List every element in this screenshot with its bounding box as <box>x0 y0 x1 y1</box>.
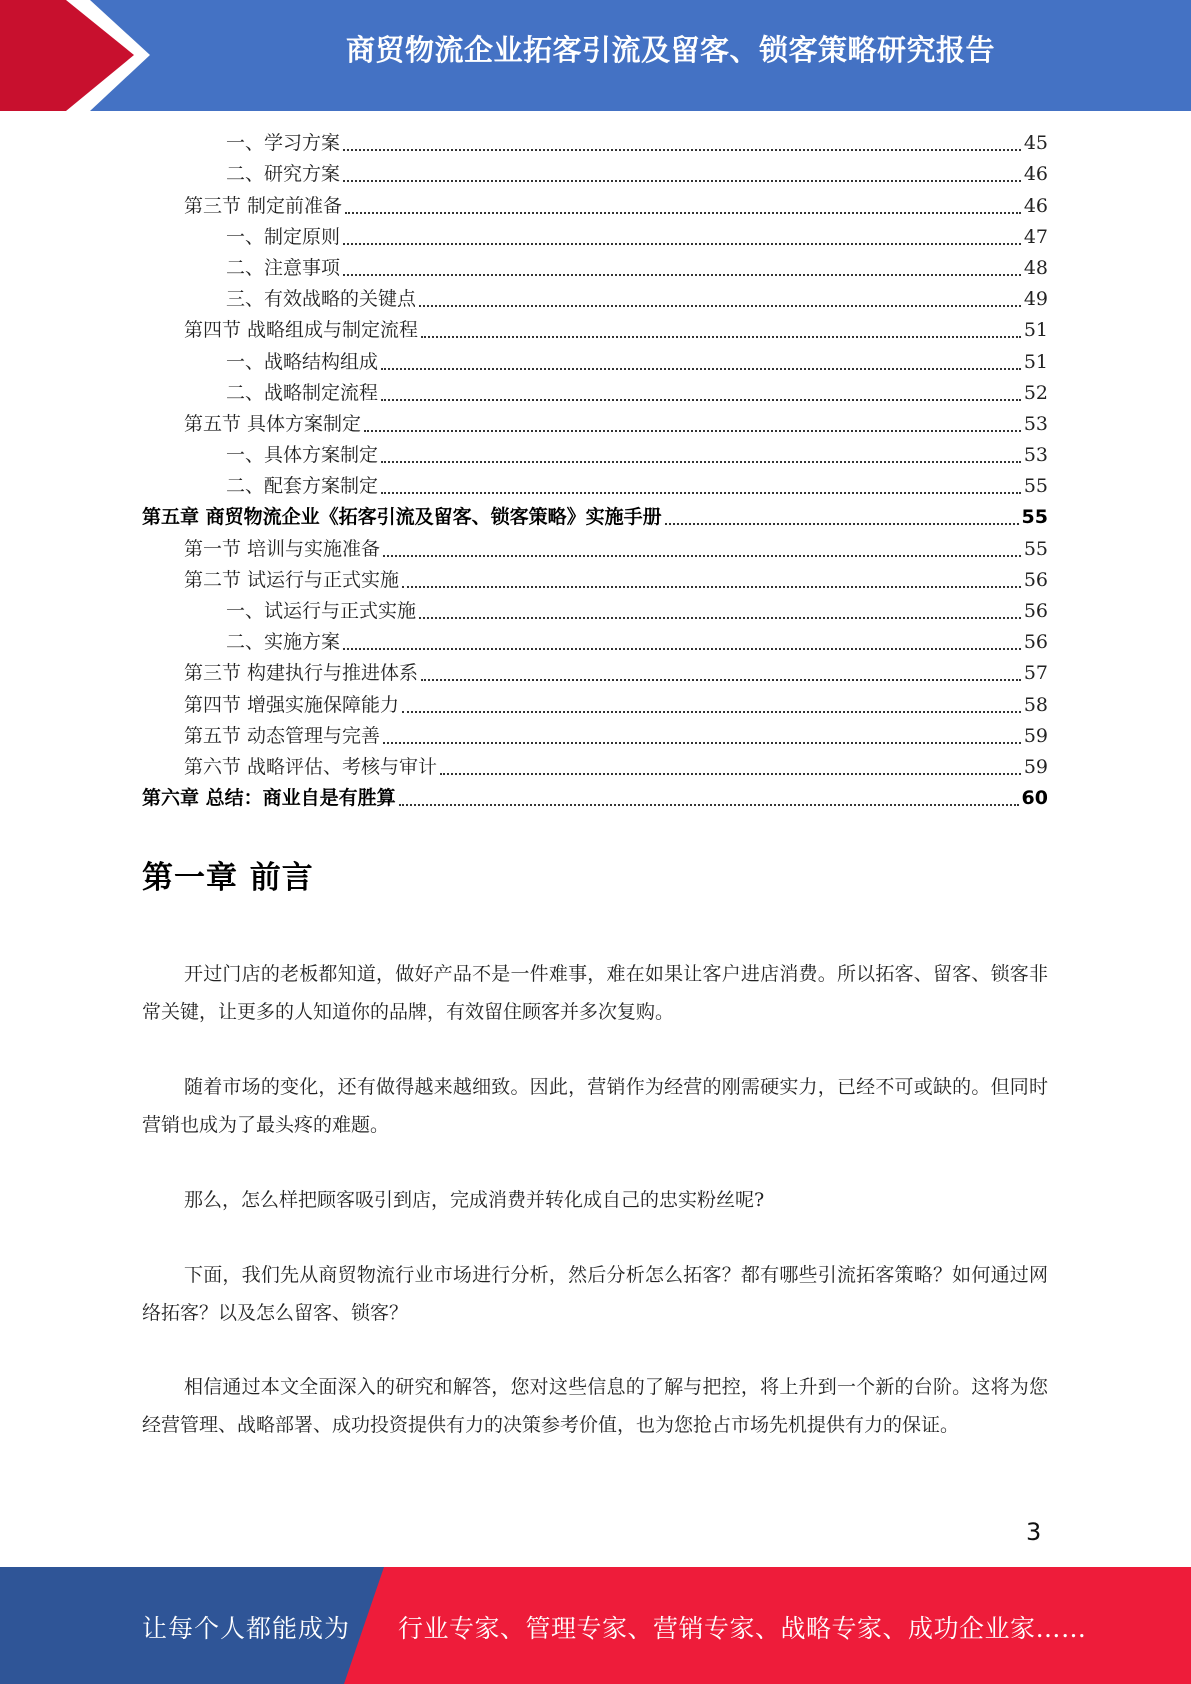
toc-entry-page: 51 <box>1023 319 1048 342</box>
toc-entry-page: 49 <box>1023 288 1048 311</box>
toc-entry[interactable] <box>142 533 1048 564</box>
toc-entry-title: 二、配套方案制定 <box>226 475 379 498</box>
toc-entry[interactable] <box>142 471 1048 502</box>
toc-entry-page: 58 <box>1023 693 1048 716</box>
toc-entry[interactable] <box>142 190 1048 221</box>
paragraph: 相信通过本文全面深入的研究和解答，您对这些信息的了解与把控，将上升到一个新的台阶。这将为您经营管理、战略部署、成功投资提供有力的决策参考价值，也为您抢占市场先机提供有力的保证。 <box>142 1376 1048 1436</box>
toc-entry-title: 第六节 战略评估、考核与审计 <box>184 755 438 778</box>
toc-entry-page: 56 <box>1023 568 1048 591</box>
toc-leader-dots <box>343 648 1021 650</box>
toc-entry-title: 一、学习方案 <box>226 132 341 155</box>
toc-entry-title: 三、有效战略的关键点 <box>226 288 417 311</box>
toc-entry[interactable] <box>142 253 1048 284</box>
toc-entry[interactable] <box>142 440 1048 471</box>
toc-entry[interactable] <box>142 128 1048 159</box>
toc-entry[interactable] <box>142 378 1048 409</box>
toc-entry-title: 第一节 培训与实施准备 <box>184 537 381 560</box>
toc-entry[interactable] <box>142 783 1048 814</box>
toc-leader-dots <box>383 555 1021 557</box>
toc-entry[interactable] <box>142 752 1048 783</box>
page-number: 3 <box>1026 1518 1042 1546</box>
chapter-heading: 第一章 前言 <box>142 860 314 896</box>
toc-entry-title: 第二节 试运行与正式实施 <box>184 568 400 591</box>
footer-slogan-left: 让每个人都能成为 <box>142 1614 351 1643</box>
toc-entry-title: 第五节 动态管理与完善 <box>184 724 381 747</box>
toc-entry-page: 57 <box>1023 662 1048 685</box>
toc-entry[interactable] <box>142 565 1048 596</box>
toc-entry-page: 56 <box>1023 631 1048 654</box>
toc-entry-title: 一、试运行与正式实施 <box>226 600 417 622</box>
toc-entry[interactable] <box>142 315 1048 346</box>
toc-entry-title: 第四节 战略组成与制定流程 <box>184 319 419 342</box>
toc-entry-page: 53 <box>1023 412 1048 435</box>
toc-entry-page: 52 <box>1023 381 1048 404</box>
toc-leader-dots <box>440 773 1021 775</box>
toc-leader-dots <box>381 399 1021 401</box>
page-footer <box>0 1567 1191 1684</box>
toc-entry[interactable] <box>142 689 1048 720</box>
toc-leader-dots <box>402 586 1021 588</box>
toc-entry[interactable] <box>142 658 1048 689</box>
toc-entry-page: 46 <box>1023 163 1048 186</box>
toc-leader-dots <box>419 305 1021 307</box>
toc-entry-title: 一、制定原则 <box>226 225 341 248</box>
toc-entry-page: 46 <box>1023 194 1048 217</box>
toc-entry-page: 55 <box>1021 506 1048 529</box>
toc-entry-page: 56 <box>1023 600 1048 622</box>
toc-entry-title: 二、研究方案 <box>226 163 341 186</box>
toc-entry-title: 一、战略结构组成 <box>226 350 379 373</box>
toc-entry-title: 第五章 商贸物流企业《拓客引流及留客、锁客策略》实施手册 <box>142 506 662 529</box>
toc-entry-title: 第六章 总结：商业自是有胜算 <box>142 787 396 810</box>
toc-entry[interactable] <box>142 721 1048 752</box>
paragraph: 随着市场的变化，还有做得越来越细致。因此，营销作为经营的刚需硬实力，已经不可或缺的。但同时营销也成为了最头疼的难题。 <box>142 1076 1048 1136</box>
page-header <box>0 0 1191 111</box>
toc-leader-dots <box>421 679 1021 681</box>
paragraph: 那么，怎么样把顾客吸引到店，完成消费并转化成自己的忠实粉丝呢? <box>184 1189 765 1211</box>
toc-leader-dots <box>381 461 1021 463</box>
toc-leader-dots <box>343 274 1021 276</box>
toc-entry-title: 第五节 具体方案制定 <box>184 412 362 435</box>
toc-leader-dots <box>419 617 1021 619</box>
paragraph: 下面，我们先从商贸物流行业市场进行分析，然后分析怎么拓客？都有哪些引流拓客策略？如何通过网络拓客？以及怎么留客、锁客？ <box>142 1264 1048 1324</box>
toc-leader-dots <box>343 243 1021 245</box>
toc-entry-page: 45 <box>1023 132 1048 155</box>
toc-leader-dots <box>402 711 1021 713</box>
toc-entry[interactable] <box>142 284 1048 315</box>
footer-slogan-right: 行业专家、管理专家、营销专家、战略专家、成功企业家…… <box>398 1614 1087 1643</box>
paragraph: 开过门店的老板都知道，做好产品不是一件难事，难在如果让客户进店消费。所以拓客、留客、锁客非常关键，让更多的人知道你的品牌，有效留住顾客并多次复购。 <box>142 963 1048 1023</box>
toc-entry[interactable] <box>142 346 1048 377</box>
toc-leader-dots <box>381 368 1021 370</box>
report-title: 商贸物流企业拓客引流及留客、锁客策略研究报告 <box>345 33 995 67</box>
toc-entry-page: 59 <box>1023 724 1048 747</box>
toc-entry[interactable] <box>142 222 1048 253</box>
toc-entry-title: 二、战略制定流程 <box>226 381 379 404</box>
toc-entry-page: 47 <box>1023 225 1048 248</box>
toc-entry[interactable] <box>142 159 1048 190</box>
toc-leader-dots <box>343 149 1021 151</box>
toc-entry-page: 55 <box>1023 537 1048 560</box>
toc-leader-dots <box>381 492 1021 494</box>
toc-leader-dots <box>343 180 1021 182</box>
table-of-contents <box>142 128 1048 814</box>
toc-entry-title: 二、注意事项 <box>226 256 341 279</box>
toc-leader-dots <box>399 804 1019 806</box>
toc-leader-dots <box>345 212 1021 214</box>
toc-entry-page: 48 <box>1023 256 1048 279</box>
toc-entry-page: 59 <box>1023 755 1048 778</box>
toc-leader-dots <box>383 742 1021 744</box>
toc-entry[interactable] <box>142 502 1048 533</box>
toc-entry-title: 第四节 增强实施保障能力 <box>184 693 400 716</box>
toc-entry[interactable] <box>142 627 1048 658</box>
toc-entry[interactable] <box>142 596 1048 627</box>
toc-entry-page: 51 <box>1023 350 1048 373</box>
toc-entry-page: 53 <box>1023 444 1048 467</box>
toc-entry-title: 二、实施方案 <box>226 631 341 654</box>
toc-leader-dots <box>421 336 1021 338</box>
toc-entry-title: 第三节 构建执行与推进体系 <box>184 662 419 685</box>
toc-entry-page: 60 <box>1021 787 1048 810</box>
toc-entry[interactable] <box>142 409 1048 440</box>
toc-entry-title: 第三节 制定前准备 <box>184 194 343 217</box>
toc-entry-page: 55 <box>1023 475 1048 498</box>
toc-leader-dots <box>665 523 1019 525</box>
toc-leader-dots <box>364 430 1021 432</box>
toc-entry-title: 一、具体方案制定 <box>226 444 379 467</box>
